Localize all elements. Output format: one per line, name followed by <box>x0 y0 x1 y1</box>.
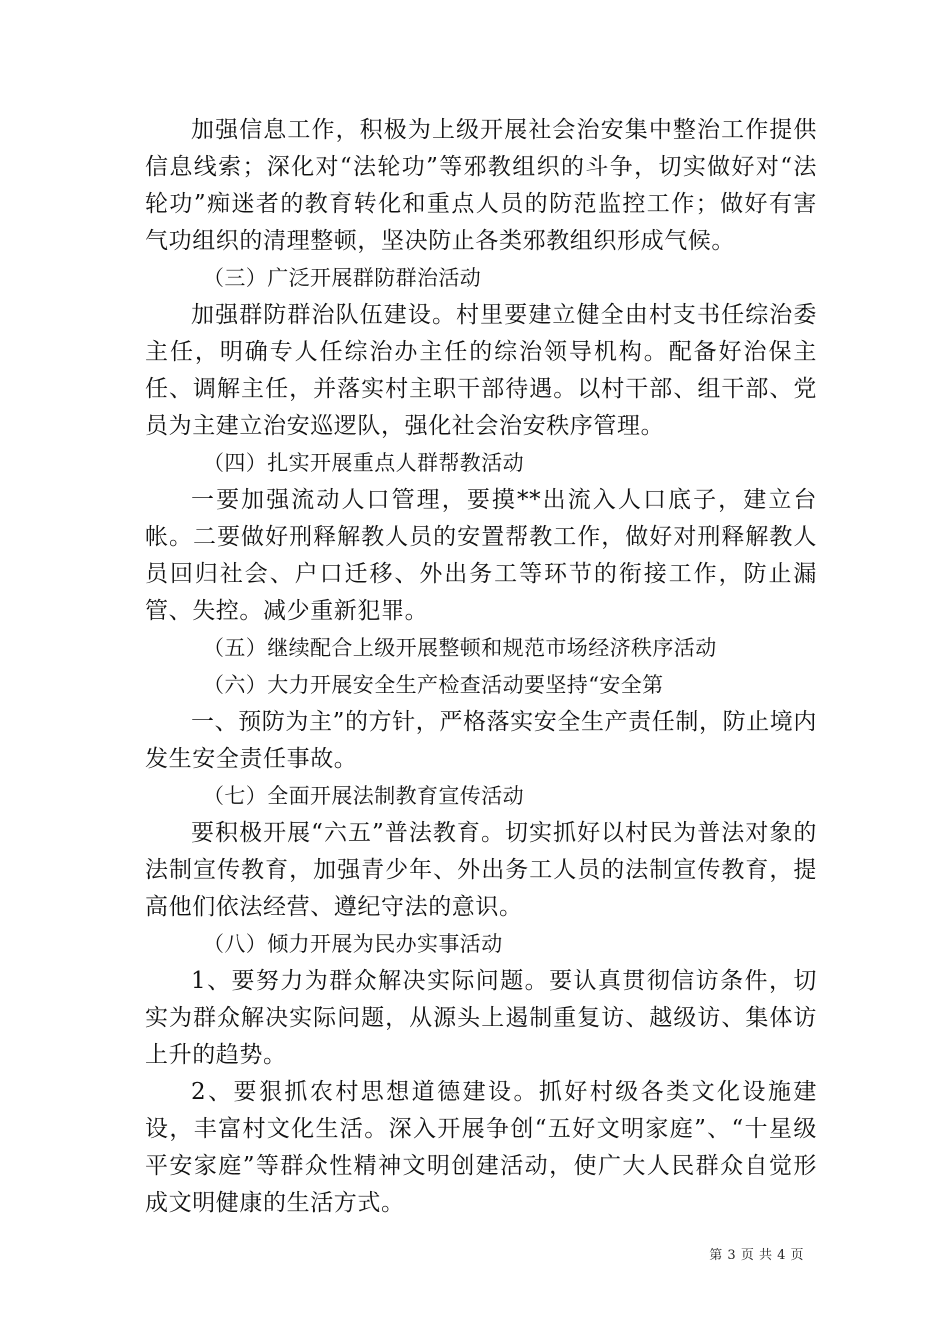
section-heading-4: （四）扎实开展重点人群帮教活动 <box>203 451 524 475</box>
section-heading-8: （八）倾力开展为民办实事活动 <box>203 932 503 956</box>
paragraph-practical-problems: 1、要努力为群众解决实际问题。要认真贯彻信访条件，切实为群众解决实际问题，从源头上遏制重复访、越级访、集体访上升的趋势。 <box>145 968 817 1068</box>
section-heading-6: （六）大力开展安全生产检查活动要坚持“安全第 <box>203 673 664 697</box>
paragraph-group-defense: 加强群防群治队伍建设。村里要建立健全由村支书任综治委主任，明确专人任综治办主任的综治领导机构。配备好治保主任、调解主任，并落实村主职干部待遇。以村干部、组干部、党员为主建立治安巡逻队，强化社会治安秩序管理。 <box>145 302 817 439</box>
section-heading-3: （三）广泛开展群防群治活动 <box>203 266 482 290</box>
paragraph-legal-education: 要积极开展“六五”普法教育。切实抓好以村民为普法对象的法制宣传教育，加强青少年、外出务工人员的法制宣传教育，提高他们依法经营、遵纪守法的意识。 <box>145 820 817 920</box>
section-heading-7: （七）全面开展法制教育宣传活动 <box>203 784 524 808</box>
document-body <box>145 112 817 1222</box>
paragraph-safety: 一、预防为主”的方针，严格落实安全生产责任制，防止境内发生安全责任事故。 <box>145 709 817 772</box>
page-number: 第 3 页 共 4 页 <box>709 1248 804 1263</box>
section-heading-5: （五）继续配合上级开展整顿和规范市场经济秩序活动 <box>203 636 717 660</box>
paragraph-info-work: 加强信息工作，积极为上级开展社会治安集中整治工作提供信息线索；深化对“法轮功”等邪教组织的斗争，切实做好对“法轮功”痴迷者的教育转化和重点人员的防范监控工作；做好有害气功组织的清理整顿，坚决防止各类邪教组织形成气候。 <box>145 117 817 254</box>
paragraph-key-groups: 一要加强流动人口管理，要摸**出流入人口底子，建立台帐。二要做好刑释解教人员的安置帮教工作，做好对刑释解教人员回归社会、户口迁移、外出务工等环节的衔接工作，防止漏管、失控。减少重新犯罪。 <box>145 487 817 624</box>
paragraph-moral-building: 2、要狠抓农村思想道德建设。抓好村级各类文化设施建设，丰富村文化生活。深入开展争创“五好文明家庭”、“十星级平安家庭”等群众性精神文明创建活动，使广大人民群众自觉形成文明健康的生活方式。 <box>145 1079 817 1216</box>
